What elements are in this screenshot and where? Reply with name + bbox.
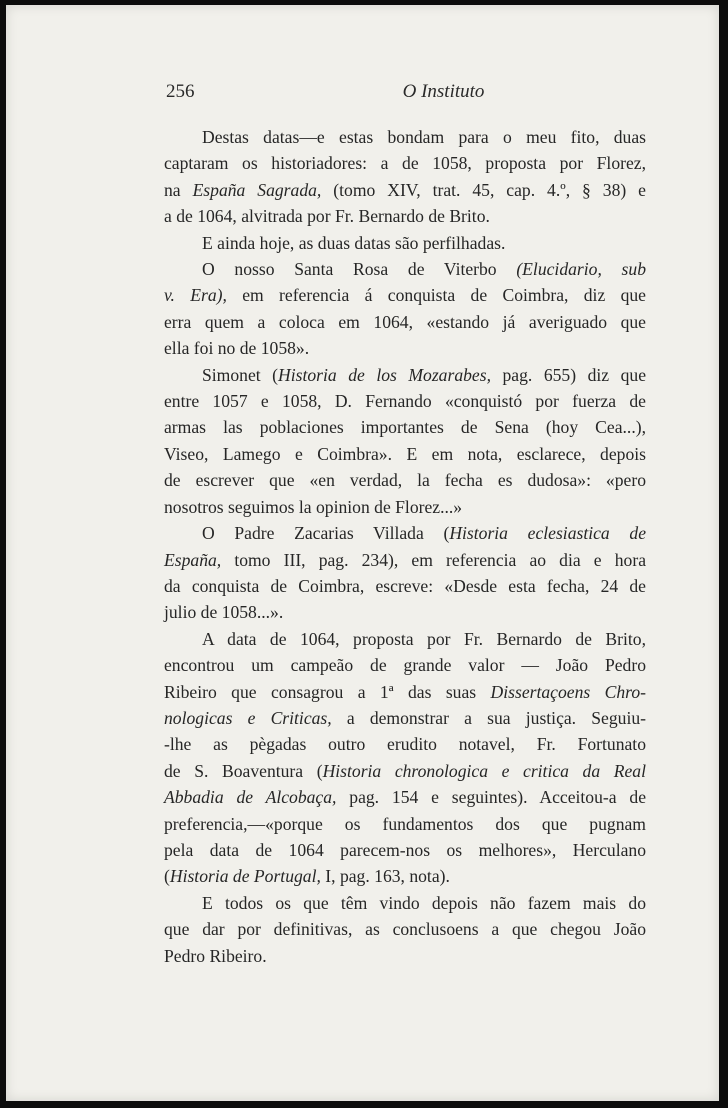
text-run: pag. 655) diz que bbox=[490, 364, 647, 385]
text-line bbox=[164, 177, 646, 203]
text-run: a demonstrar a sua justiça. Seguiu- bbox=[331, 707, 646, 728]
text-line: preferencia,—«porque os fundamentos dos que pugnam bbox=[164, 813, 646, 834]
text-line: erra quem a coloca em 1064, «estando já averiguado que bbox=[164, 311, 646, 332]
text-line: pela data de 1064 parecem-nos os melhores», Herculano bbox=[164, 839, 646, 860]
text-run: pag. 154 e seguintes). Acceitou-a de bbox=[336, 787, 647, 808]
text-line bbox=[164, 758, 646, 784]
text-line bbox=[164, 547, 646, 573]
text-line: -lhe as pègadas outro erudito notavel, Fr. Fortunato bbox=[164, 734, 646, 755]
text-run: ( bbox=[164, 866, 170, 887]
text-line: Pedro Ribeiro. bbox=[164, 945, 267, 966]
italic-title: Historia de los Mozarabes, bbox=[278, 364, 491, 385]
text-line: a de 1064, alvitrada por Fr. Bernardo de Brito. bbox=[164, 206, 490, 227]
running-header bbox=[166, 81, 646, 107]
text-run: O Padre Zacarias Villada ( bbox=[202, 523, 450, 544]
text-run: tomo III, pag. 234), em referencia ao dia e hora bbox=[221, 549, 646, 570]
text-run: em referencia á conquista de Coimbra, diz que bbox=[226, 285, 646, 306]
italic-title: España, bbox=[164, 549, 222, 570]
body-text bbox=[164, 124, 646, 969]
text-line: que dar por definitivas, as conclusoens a que chegou João bbox=[164, 919, 646, 940]
text-run: I, pag. 163, nota). bbox=[320, 866, 450, 887]
text-line: Viseo, Lamego e Coimbra». E em nota, esclarece, depois bbox=[164, 443, 646, 464]
text-line: armas las poblaciones importantes de Sena (hoy Cea...), bbox=[164, 417, 646, 438]
text-line bbox=[164, 362, 646, 388]
italic-title: España Sagrada, bbox=[192, 179, 322, 200]
text-run: O nosso Santa Rosa de Viterbo bbox=[202, 259, 517, 280]
text-line: encontrou um campeão de grande valor — João Pedro bbox=[164, 655, 646, 676]
text-line bbox=[164, 863, 646, 889]
text-line bbox=[164, 282, 646, 308]
italic-title: Dissertaçoens Chro- bbox=[490, 681, 647, 702]
text-run: na bbox=[164, 179, 193, 200]
italic-title: (Elucidario, sub bbox=[516, 259, 646, 280]
text-line bbox=[164, 679, 646, 705]
italic-title: nologicas e Criticas, bbox=[164, 707, 332, 728]
text-line: E ainda hoje, as duas datas são perfilhadas. bbox=[202, 232, 506, 253]
text-line: ella foi no de 1058». bbox=[164, 338, 310, 359]
italic-title: Historia de Portugal, bbox=[169, 866, 321, 887]
italic-title: Abbadia de Alcobaça, bbox=[164, 787, 337, 808]
text-line bbox=[164, 705, 646, 731]
italic-title: Historia chronologica e critica da Real bbox=[322, 760, 646, 781]
text-line: de escrever que «en verdad, la fecha es dudosa»: «pero bbox=[164, 470, 646, 491]
text-line bbox=[164, 784, 646, 810]
text-line: julio de 1058...». bbox=[164, 602, 284, 623]
italic-title: Historia eclesiastica de bbox=[449, 523, 647, 544]
page-number: 256 bbox=[166, 81, 195, 102]
text-line: entre 1057 e 1058, D. Fernando «conquistó por fuerza de bbox=[164, 391, 646, 412]
text-line: E todos os que têm vindo depois não fazem mais do bbox=[202, 892, 646, 913]
book-page bbox=[6, 5, 719, 1101]
text-line: Destas datas—e estas bondam para o meu fito, duas bbox=[202, 127, 646, 147]
running-title: O Instituto bbox=[402, 81, 485, 102]
text-line: nosotros seguimos la opinion de Florez...» bbox=[164, 496, 463, 517]
text-line bbox=[164, 520, 646, 546]
italic-title: v. Era), bbox=[164, 285, 227, 306]
text-line: captaram os historiadores: a de 1058, proposta por Florez, bbox=[164, 153, 646, 174]
text-line bbox=[164, 256, 646, 282]
text-line: da conquista de Coimbra, escreve: «Desde esta fecha, 24 de bbox=[164, 575, 646, 596]
text-run: Simonet ( bbox=[202, 364, 279, 385]
text-run: (tomo XIV, trat. 45, cap. 4.º, § 38) e bbox=[321, 179, 646, 200]
text-run: de S. Boaventura ( bbox=[164, 760, 323, 781]
text-line: A data de 1064, proposta por Fr. Bernardo de Brito, bbox=[202, 628, 646, 649]
text-run: Ribeiro que consagrou a 1ª das suas bbox=[164, 681, 491, 702]
